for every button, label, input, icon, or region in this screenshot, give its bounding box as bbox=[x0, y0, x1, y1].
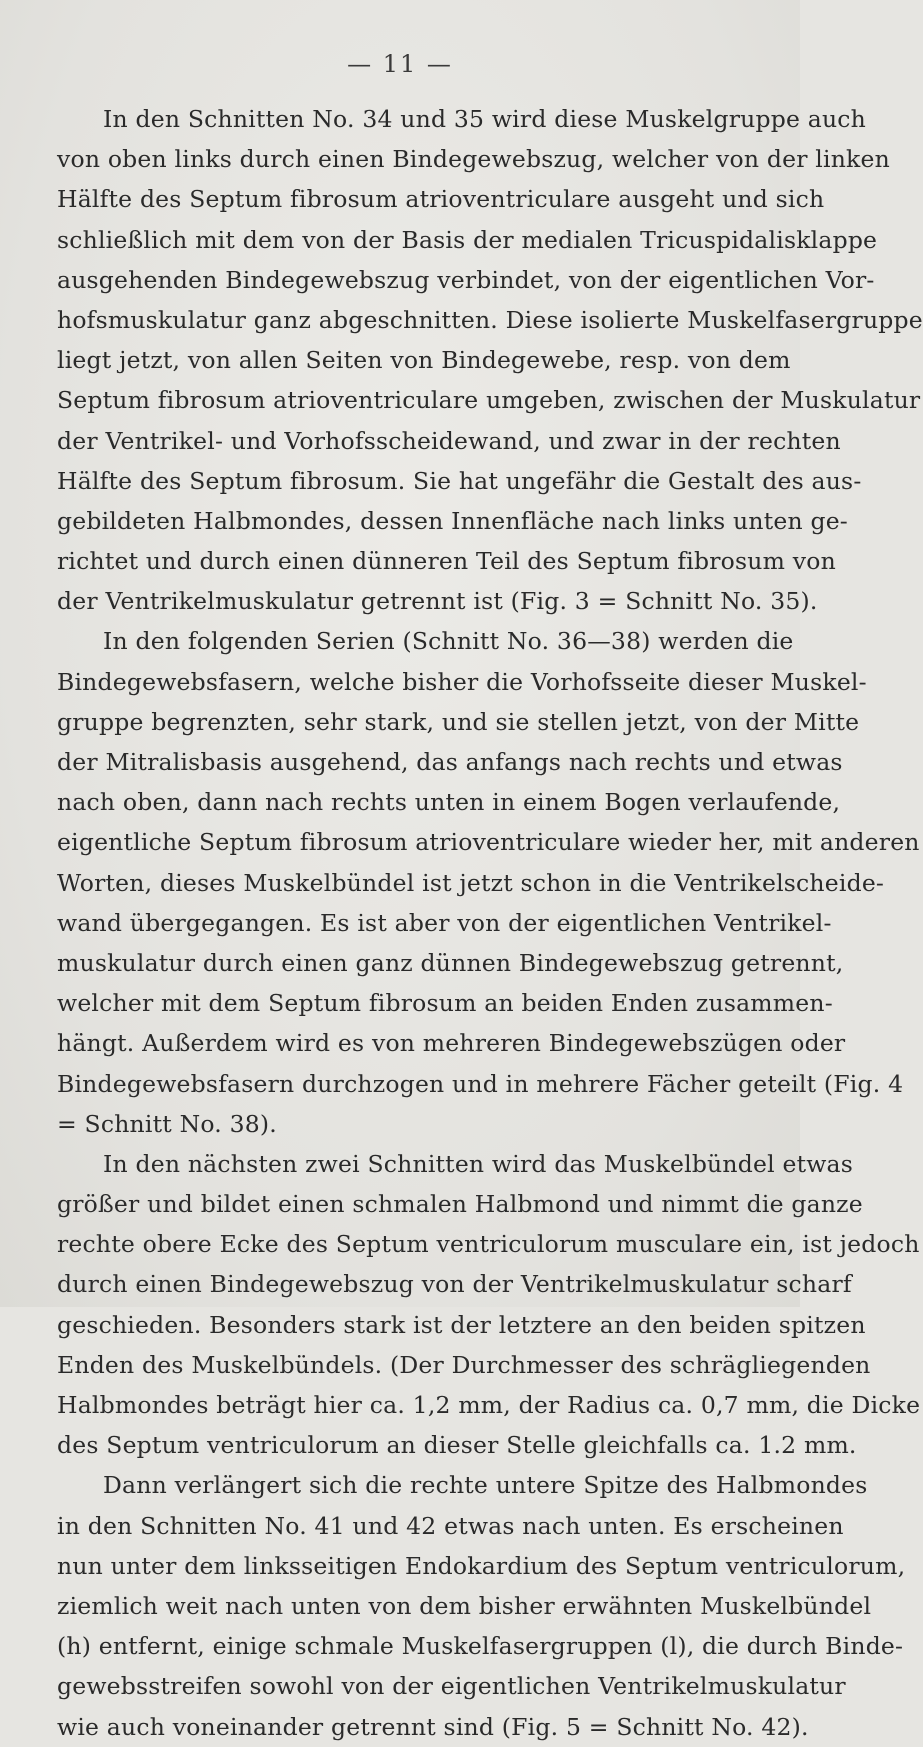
page-number: — 11 — bbox=[347, 50, 453, 78]
text-line: gebildeten Halbmondes, dessen Innenfläche nach links unten ge- bbox=[57, 506, 848, 535]
text-line: ausgehenden Bindegewebszug verbindet, von der eigentlichen Vor- bbox=[57, 265, 875, 294]
text-line: gruppe begrenzten, sehr stark, und sie stellen jetzt, von der Mitte bbox=[57, 707, 860, 736]
text-line: eigentliche Septum fibrosum atrioventriculare wieder her, mit anderen bbox=[57, 828, 920, 857]
text-line: (h) entfernt, einige schmale Muskelfasergruppen (l), die durch Binde- bbox=[57, 1632, 904, 1661]
text-line: der Mitralisbasis ausgehend, das anfangs nach rechts und etwas bbox=[57, 748, 843, 776]
text-line: nun unter dem linksseitigen Endokardium des Septum ventriculorum, bbox=[57, 1551, 906, 1580]
text-line: Worten, dieses Muskelbündel ist jetzt schon in die Ventrikelscheide- bbox=[57, 868, 885, 897]
text-line: richtet und durch einen dünneren Teil des Septum fibrosum von bbox=[57, 547, 836, 576]
text-line: = Schnitt No. 38). bbox=[57, 1109, 277, 1138]
text-line: durch einen Bindegewebszug von der Ventrikelmuskulatur scharf bbox=[57, 1270, 852, 1299]
text-line: Dann verlängert sich die rechte untere Spitze des Halbmondes bbox=[103, 1471, 868, 1500]
text-line: größer und bildet einen schmalen Halbmond und nimmt die ganze bbox=[57, 1190, 863, 1219]
text-line: ziemlich weit nach unten von dem bisher erwähnten Muskelbündel bbox=[57, 1591, 872, 1620]
text-line: muskulatur durch einen ganz dünnen Bindegewebszug getrennt, bbox=[57, 948, 844, 977]
text-line: hofsmuskulatur ganz abgeschnitten. Diese isolierte Muskelfasergruppe bbox=[57, 305, 923, 334]
text-line: Hälfte des Septum fibrosum. Sie hat ungefähr die Gestalt des aus- bbox=[57, 466, 862, 495]
text-line: schließlich mit dem von der Basis der medialen Tricuspidalisklappe bbox=[57, 225, 878, 254]
text-line: geschieden. Besonders stark ist der letztere an den beiden spitzen bbox=[57, 1310, 866, 1339]
text-line: Halbmondes beträgt hier ca. 1,2 mm, der Radius ca. 0,7 mm, die Dicke bbox=[57, 1391, 921, 1419]
body-text bbox=[57, 99, 923, 1747]
text-line: Bindegewebsfasern durchzogen und in mehrere Fächer geteilt (Fig. 4 bbox=[57, 1069, 904, 1098]
text-line: welcher mit dem Septum fibrosum an beiden Enden zusammen- bbox=[57, 989, 833, 1018]
text-line: Hälfte des Septum fibrosum atrioventriculare ausgeht und sich bbox=[57, 185, 825, 214]
text-line: In den Schnitten No. 34 und 35 wird diese Muskelgruppe auch bbox=[103, 105, 866, 133]
text-line: hängt. Außerdem wird es von mehreren Bindegewebszügen oder bbox=[57, 1029, 846, 1058]
text-line: in den Schnitten No. 41 und 42 etwas nach unten. Es erscheinen bbox=[57, 1511, 844, 1540]
text-line: wie auch voneinander getrennt sind (Fig. 5 = Schnitt No. 42). bbox=[57, 1712, 809, 1741]
text-line: von oben links durch einen Bindegewebszug, welcher von der linken bbox=[57, 145, 890, 174]
text-line: nach oben, dann nach rechts unten in einem Bogen verlaufende, bbox=[57, 788, 841, 817]
text-line: des Septum ventriculorum an dieser Stelle gleichfalls ca. 1.2 mm. bbox=[57, 1431, 857, 1460]
text-line: In den nächsten zwei Schnitten wird das Muskelbündel etwas bbox=[103, 1149, 854, 1178]
text-line: Bindegewebsfasern, welche bisher die Vorhofsseite dieser Muskel- bbox=[57, 667, 867, 696]
text-line: rechte obere Ecke des Septum ventriculorum musculare ein, ist jedoch bbox=[57, 1230, 920, 1259]
text-line: der Ventrikel- und Vorhofsscheidewand, und zwar in der rechten bbox=[57, 426, 841, 455]
text-line: gewebsstreifen sowohl von der eigentlichen Ventrikelmuskulatur bbox=[57, 1672, 846, 1701]
text-line: wand übergegangen. Es ist aber von der eigentlichen Ventrikel- bbox=[57, 908, 832, 937]
text-line: In den folgenden Serien (Schnitt No. 36—38) werden die bbox=[103, 627, 794, 656]
text-line: Enden des Muskelbündels. (Der Durchmesser des schrägliegenden bbox=[57, 1350, 871, 1379]
text-line: der Ventrikelmuskulatur getrennt ist (Fig. 3 = Schnitt No. 35). bbox=[57, 587, 818, 616]
text-line: Septum fibrosum atrioventriculare umgeben, zwischen der Muskulatur bbox=[57, 386, 921, 415]
text-line: liegt jetzt, von allen Seiten von Bindegewebe, resp. von dem bbox=[57, 346, 791, 375]
